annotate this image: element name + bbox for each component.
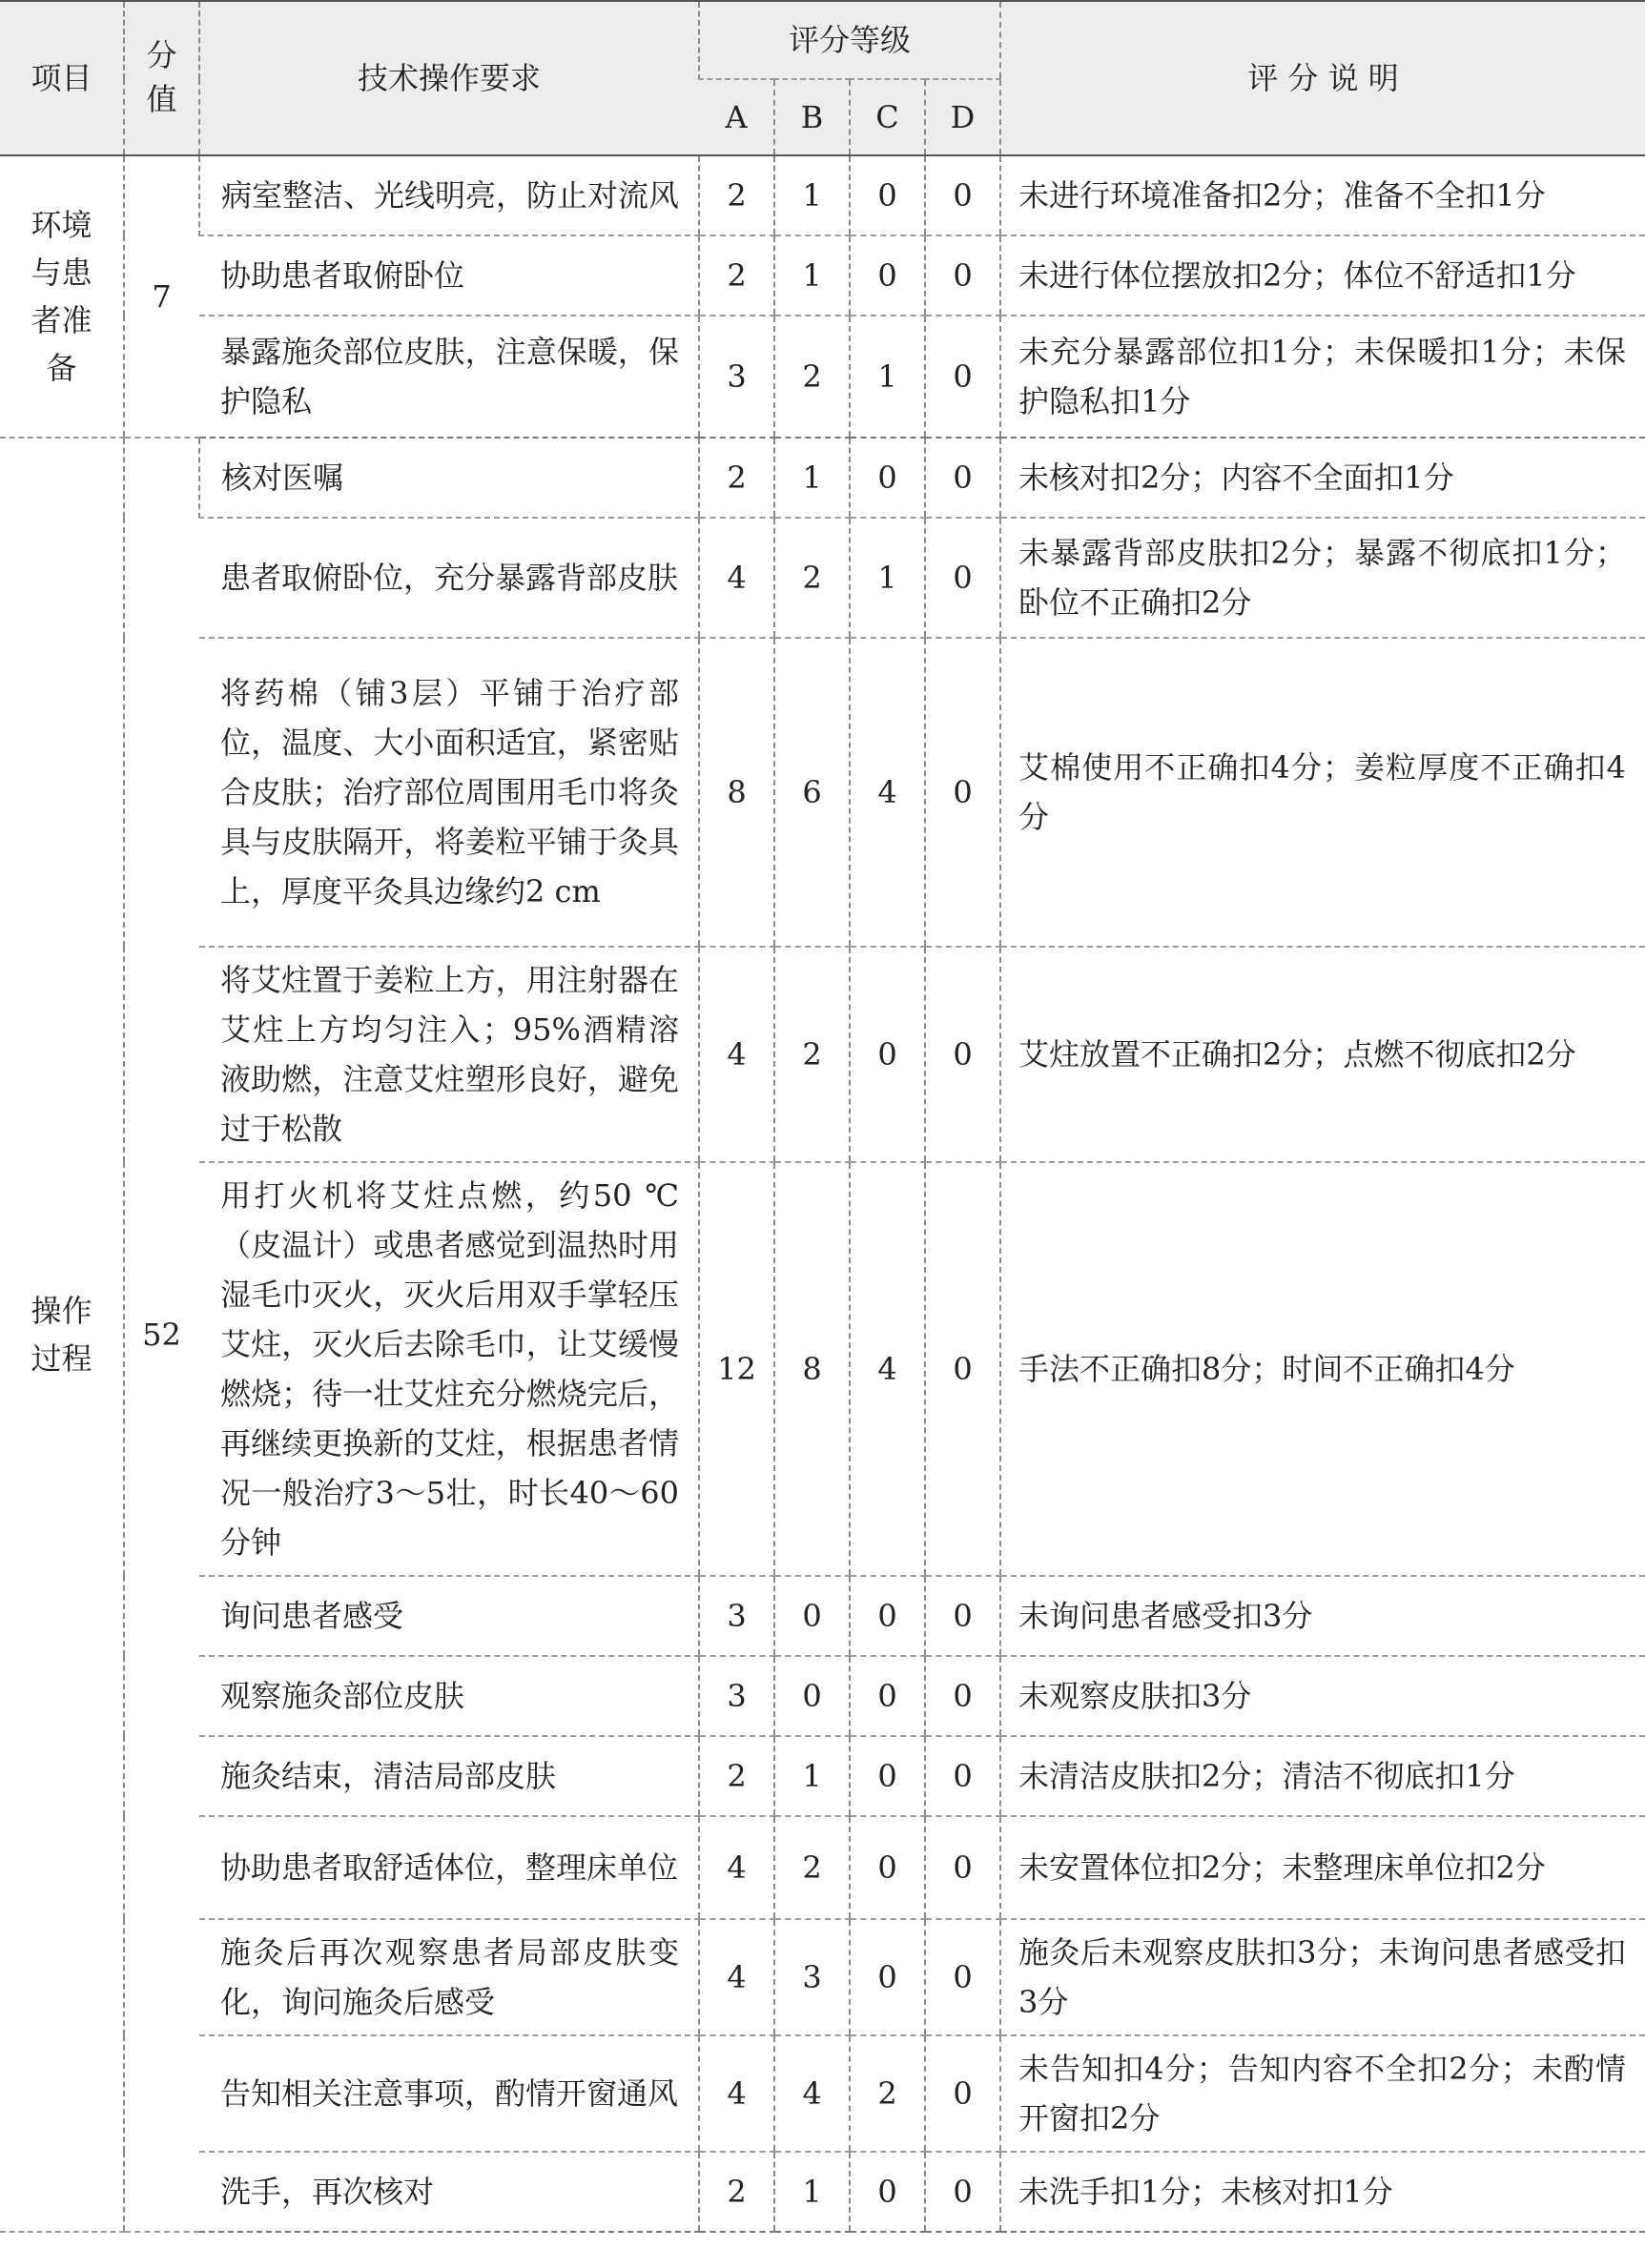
header-grade-c: C (850, 79, 925, 155)
grade-b-cell: 2 (774, 316, 850, 438)
note-cell: 艾棉使用不正确扣4分；姜粒厚度不正确扣4分 (1000, 638, 1645, 947)
note-cell: 未告知扣4分；告知内容不全扣2分；未酌情开窗扣2分 (1000, 2035, 1645, 2152)
grade-a-cell: 4 (699, 1816, 774, 1919)
note-cell: 未进行体位摆放扣2分；体位不舒适扣1分 (1000, 235, 1645, 316)
grade-c-cell: 1 (850, 316, 925, 438)
header-grade-d: D (925, 79, 1000, 155)
table-row (0, 235, 1645, 316)
note-cell: 未清洁皮肤扣2分；清洁不彻底扣1分 (1000, 1736, 1645, 1816)
note-cell: 艾炷放置不正确扣2分；点燃不彻底扣2分 (1000, 947, 1645, 1162)
table-row (0, 316, 1645, 438)
grade-d-cell: 0 (925, 1816, 1000, 1919)
grade-b-cell: 4 (774, 2035, 850, 2152)
grade-c-cell: 0 (850, 947, 925, 1162)
grade-c-cell: 2 (850, 2035, 925, 2152)
grade-b-cell: 2 (774, 518, 850, 638)
table-row (0, 1816, 1645, 1919)
table-row (0, 1656, 1645, 1736)
requirement-cell: 将药棉（铺3层）平铺于治疗部位，温度、大小面积适宜，紧密贴合皮肤；治疗部位周围用毛巾将灸具与皮肤隔开，将姜粒平铺于灸具上，厚度平灸具边缘约2 cm (199, 638, 699, 947)
grade-c-cell: 4 (850, 638, 925, 947)
header-project: 项目 (0, 1, 124, 155)
grade-b-cell: 1 (774, 235, 850, 316)
note-cell: 未充分暴露部位扣1分；未保暖扣1分；未保护隐私扣1分 (1000, 316, 1645, 438)
requirement-cell: 施灸后再次观察患者局部皮肤变化，询问施灸后感受 (199, 1919, 699, 2035)
grade-b-cell: 8 (774, 1162, 850, 1576)
grade-d-cell: 0 (925, 947, 1000, 1162)
grade-c-cell: 0 (850, 1576, 925, 1656)
grade-b-cell: 1 (774, 2152, 850, 2232)
grade-c-cell: 0 (850, 155, 925, 235)
table-row (0, 1162, 1645, 1576)
grade-a-cell: 2 (699, 155, 774, 235)
grade-d-cell: 0 (925, 1576, 1000, 1656)
note-cell: 未核对扣2分；内容不全面扣1分 (1000, 438, 1645, 518)
grade-a-cell: 3 (699, 1576, 774, 1656)
table-body (0, 155, 1645, 2232)
table-row (0, 155, 1645, 235)
requirement-cell: 用打火机将艾炷点燃，约50 ℃（皮温计）或患者感觉到温热时用湿毛巾灭火，灭火后用双手掌轻压艾炷，灭火后去除毛巾，让艾缓慢燃烧；待一壮艾炷充分燃烧完后，再继续更换新的艾炷，根据患者情况一般治疗3～5壮，时长40～60分钟 (199, 1162, 699, 1576)
requirement-cell: 协助患者取俯卧位 (199, 235, 699, 316)
section-score: 52 (124, 438, 199, 2232)
requirement-cell: 洗手，再次核对 (199, 2152, 699, 2232)
grade-d-cell: 0 (925, 2152, 1000, 2232)
grade-d-cell: 0 (925, 1656, 1000, 1736)
grade-d-cell: 0 (925, 316, 1000, 438)
note-cell: 未询问患者感受扣3分 (1000, 1576, 1645, 1656)
requirement-cell: 病室整洁、光线明亮，防止对流风 (199, 155, 699, 235)
grade-a-cell: 3 (699, 316, 774, 438)
note-cell: 手法不正确扣8分；时间不正确扣4分 (1000, 1162, 1645, 1576)
note-cell: 未暴露背部皮肤扣2分；暴露不彻底扣1分；卧位不正确扣2分 (1000, 518, 1645, 638)
requirement-cell: 施灸结束，清洁局部皮肤 (199, 1736, 699, 1816)
requirement-cell: 询问患者感受 (199, 1576, 699, 1656)
requirement-cell: 观察施灸部位皮肤 (199, 1656, 699, 1736)
grade-d-cell: 0 (925, 235, 1000, 316)
table-row (0, 1736, 1645, 1816)
header-notes: 评 分 说 明 (1000, 1, 1645, 155)
grade-b-cell: 0 (774, 1576, 850, 1656)
grade-a-cell: 4 (699, 947, 774, 1162)
table-row (0, 2035, 1645, 2152)
section-score: 7 (124, 155, 199, 438)
grade-a-cell: 3 (699, 1656, 774, 1736)
grade-b-cell: 6 (774, 638, 850, 947)
grade-a-cell: 4 (699, 1919, 774, 2035)
grade-d-cell: 0 (925, 1162, 1000, 1576)
grade-b-cell: 1 (774, 155, 850, 235)
requirement-cell: 暴露施灸部位皮肤，注意保暖，保护隐私 (199, 316, 699, 438)
grade-c-cell: 0 (850, 1656, 925, 1736)
table-row (0, 1576, 1645, 1656)
grade-d-cell: 0 (925, 1736, 1000, 1816)
grade-c-cell: 0 (850, 2152, 925, 2232)
grade-a-cell: 4 (699, 518, 774, 638)
grade-c-cell: 0 (850, 235, 925, 316)
grade-d-cell: 0 (925, 438, 1000, 518)
table-row (0, 638, 1645, 947)
section-name-cell (0, 155, 124, 438)
grade-d-cell: 0 (925, 638, 1000, 947)
note-cell: 未安置体位扣2分；未整理床单位扣2分 (1000, 1816, 1645, 1919)
table-row (0, 438, 1645, 518)
grade-a-cell: 8 (699, 638, 774, 947)
grade-a-cell: 2 (699, 235, 774, 316)
grade-b-cell: 1 (774, 1736, 850, 1816)
header-grade-group: 评分等级 (699, 1, 1000, 79)
grade-a-cell: 2 (699, 438, 774, 518)
note-cell: 未洗手扣1分；未核对扣1分 (1000, 2152, 1645, 2232)
grade-b-cell: 1 (774, 438, 850, 518)
header-score-text: 分值 (146, 36, 177, 117)
grade-c-cell: 0 (850, 1919, 925, 2035)
grade-c-cell: 0 (850, 438, 925, 518)
section-name-cell (0, 438, 124, 2232)
note-cell: 未进行环境准备扣2分；准备不全扣1分 (1000, 155, 1645, 235)
section-name: 操作过程 (31, 1292, 93, 1377)
table-row (0, 2152, 1645, 2232)
table-row (0, 1919, 1645, 2035)
grade-c-cell: 4 (850, 1162, 925, 1576)
grade-a-cell: 12 (699, 1162, 774, 1576)
table-row (0, 518, 1645, 638)
grade-d-cell: 0 (925, 1919, 1000, 2035)
grade-c-cell: 1 (850, 518, 925, 638)
header-grade-a: A (699, 79, 774, 155)
grade-b-cell: 0 (774, 1656, 850, 1736)
requirement-cell: 将艾炷置于姜粒上方，用注射器在艾炷上方均匀注入；95%酒精溶液助燃，注意艾炷塑形良好，避免过于松散 (199, 947, 699, 1162)
header-grade-b: B (774, 79, 850, 155)
requirement-cell: 协助患者取舒适体位，整理床单位 (199, 1816, 699, 1919)
grade-d-cell: 0 (925, 2035, 1000, 2152)
grade-b-cell: 3 (774, 1919, 850, 2035)
section-name: 环境与患者准备 (31, 206, 93, 386)
header-score (124, 1, 199, 155)
requirement-cell: 患者取俯卧位，充分暴露背部皮肤 (199, 518, 699, 638)
grade-d-cell: 0 (925, 155, 1000, 235)
requirement-cell: 告知相关注意事项，酌情开窗通风 (199, 2035, 699, 2152)
grade-d-cell: 0 (925, 518, 1000, 638)
grade-c-cell: 0 (850, 1816, 925, 1919)
grade-a-cell: 4 (699, 2035, 774, 2152)
grade-c-cell: 0 (850, 1736, 925, 1816)
note-cell: 未观察皮肤扣3分 (1000, 1656, 1645, 1736)
grade-b-cell: 2 (774, 1816, 850, 1919)
note-cell: 施灸后未观察皮肤扣3分；未询问患者感受扣3分 (1000, 1919, 1645, 2035)
requirement-cell: 核对医嘱 (199, 438, 699, 518)
grade-b-cell: 2 (774, 947, 850, 1162)
grade-a-cell: 2 (699, 2152, 774, 2232)
header-requirements: 技术操作要求 (199, 1, 699, 155)
table-row (0, 947, 1645, 1162)
grade-a-cell: 2 (699, 1736, 774, 1816)
